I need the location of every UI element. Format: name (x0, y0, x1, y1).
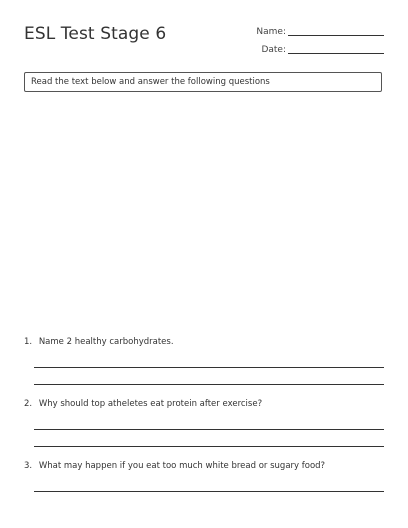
page-title: ESL Test Stage 6 (24, 24, 167, 44)
date-field-row (261, 45, 384, 55)
question-text: What may happen if you eat too much white bread or sugary food? (38, 461, 326, 471)
question-text: Name 2 healthy carbohydrates. (38, 337, 174, 347)
date-field-line (288, 53, 384, 54)
answer-line (34, 384, 384, 385)
instruction-box (24, 72, 382, 92)
question-1 (24, 337, 174, 347)
answer-line (34, 367, 384, 368)
question-number: 2. (24, 399, 33, 409)
question-2 (24, 399, 262, 409)
question-number: 3. (24, 461, 33, 471)
name-field-row (256, 27, 384, 37)
name-field-line (288, 35, 384, 36)
question-number: 1. (24, 337, 33, 347)
answer-line (34, 491, 384, 492)
date-label: Date: (261, 45, 286, 55)
answer-line (34, 429, 384, 430)
answer-line (34, 446, 384, 447)
name-label: Name: (256, 27, 286, 37)
question-3 (24, 461, 325, 471)
reading-text-area (24, 98, 384, 328)
instruction-text: Read the text below and answer the following questions (31, 77, 270, 87)
question-text: Why should top atheletes eat protein after exercise? (38, 399, 263, 409)
